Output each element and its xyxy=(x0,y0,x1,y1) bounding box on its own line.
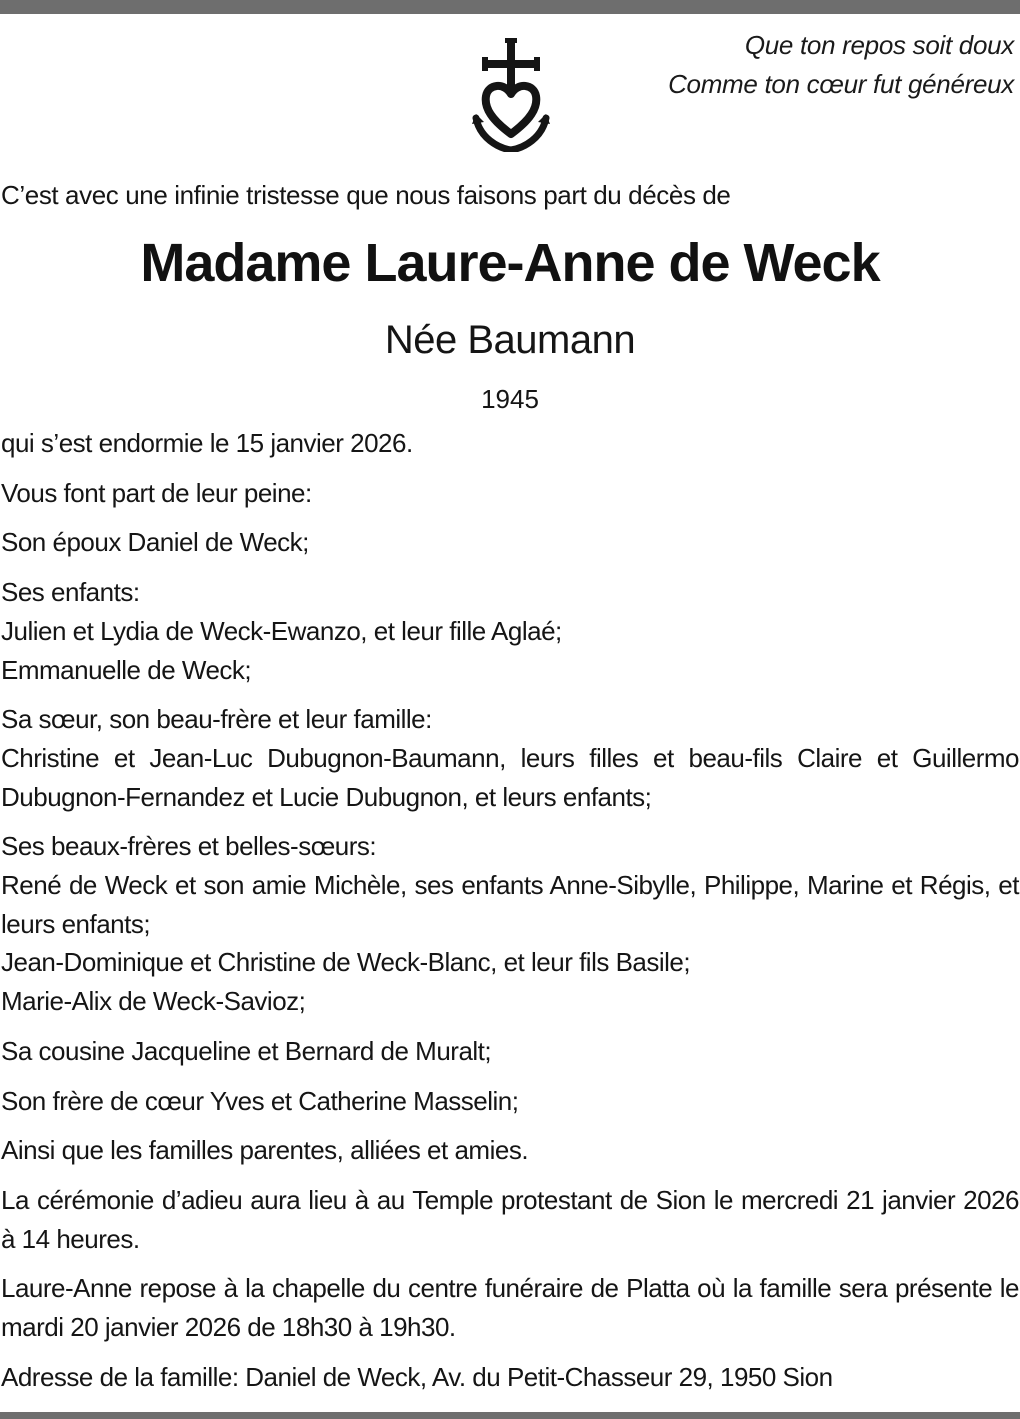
sister-text: Christine et Jean-Luc Dubugnon-Baumann, leurs filles et beau-fils Claire et Guillermo Dubugnon-Fernandez et Lucie Dubugnon, et leurs enfants; xyxy=(1,742,1019,812)
spouse-text: Son époux Daniel de Weck; xyxy=(1,527,309,558)
visitation-text: Laure-Anne repose à la chapelle du centre funéraire de Platta où la famille sera présente le mardi 20 janvier 2026 de 18h30 à 19h30. xyxy=(1,1273,1019,1343)
intro-text: C’est avec une infinie tristesse que nous faisons part du décès de xyxy=(1,180,731,210)
maiden-name: Née Baumann xyxy=(384,318,636,362)
sister-section xyxy=(1,700,1019,816)
in-laws-text-1: René de Weck et son amie Michèle, ses enfants Anne-Sibylle, Philippe, Marine et Régis, et leurs enfants; xyxy=(1,870,1019,939)
deceased-name: Madame Laure-Anne de Weck xyxy=(140,233,880,293)
heart-brother-text: Son frère de cœur Yves et Catherine Masselin; xyxy=(1,1085,519,1116)
children-line-1: Julien et Lydia de Weck-Ewanzo, et leur fille Aglaé; xyxy=(1,615,562,646)
sister-heading: Sa sœur, son beau-frère et leur famille: xyxy=(1,704,432,735)
family-address: Adresse de la famille: Daniel de Weck, Av. du Petit-Chasseur 29, 1950 Sion xyxy=(1,1361,833,1392)
in-laws-line-3: Marie-Alix de Weck-Savioz; xyxy=(1,986,306,1017)
epigraph xyxy=(514,26,1014,104)
children-heading: Ses enfants: xyxy=(1,577,140,608)
bottom-rule xyxy=(0,1412,1020,1419)
in-laws-line-2: Jean-Dominique et Christine de Weck-Blanc, et leur fils Basile; xyxy=(1,947,691,978)
ceremony-text: La cérémonie d’adieu aura lieu à au Temple protestant de Sion le mercredi 21 janvier 2026 à 14 heures. xyxy=(1,1184,1019,1254)
epigraph-line-1: Que ton repos soit doux xyxy=(744,30,1014,60)
epigraph-line-2: Comme ton cœur fut généreux xyxy=(668,69,1014,99)
in-laws-section xyxy=(1,827,1019,1021)
passing-text: qui s’est endormie le 15 janvier 2026. xyxy=(1,428,413,458)
birth-year: 1945 xyxy=(481,384,539,414)
top-rule xyxy=(0,0,1020,14)
children-section xyxy=(1,573,1019,689)
mourners-intro: Vous font part de leur peine: xyxy=(1,477,312,508)
in-laws-heading: Ses beaux-frères et belles-sœurs: xyxy=(1,831,377,862)
cousin-text: Sa cousine Jacqueline et Bernard de Muralt; xyxy=(1,1035,492,1066)
notice-body xyxy=(1,424,1019,1407)
families-text: Ainsi que les familles parentes, alliées et amies. xyxy=(1,1135,529,1166)
children-line-2: Emmanuelle de Weck; xyxy=(1,654,252,685)
